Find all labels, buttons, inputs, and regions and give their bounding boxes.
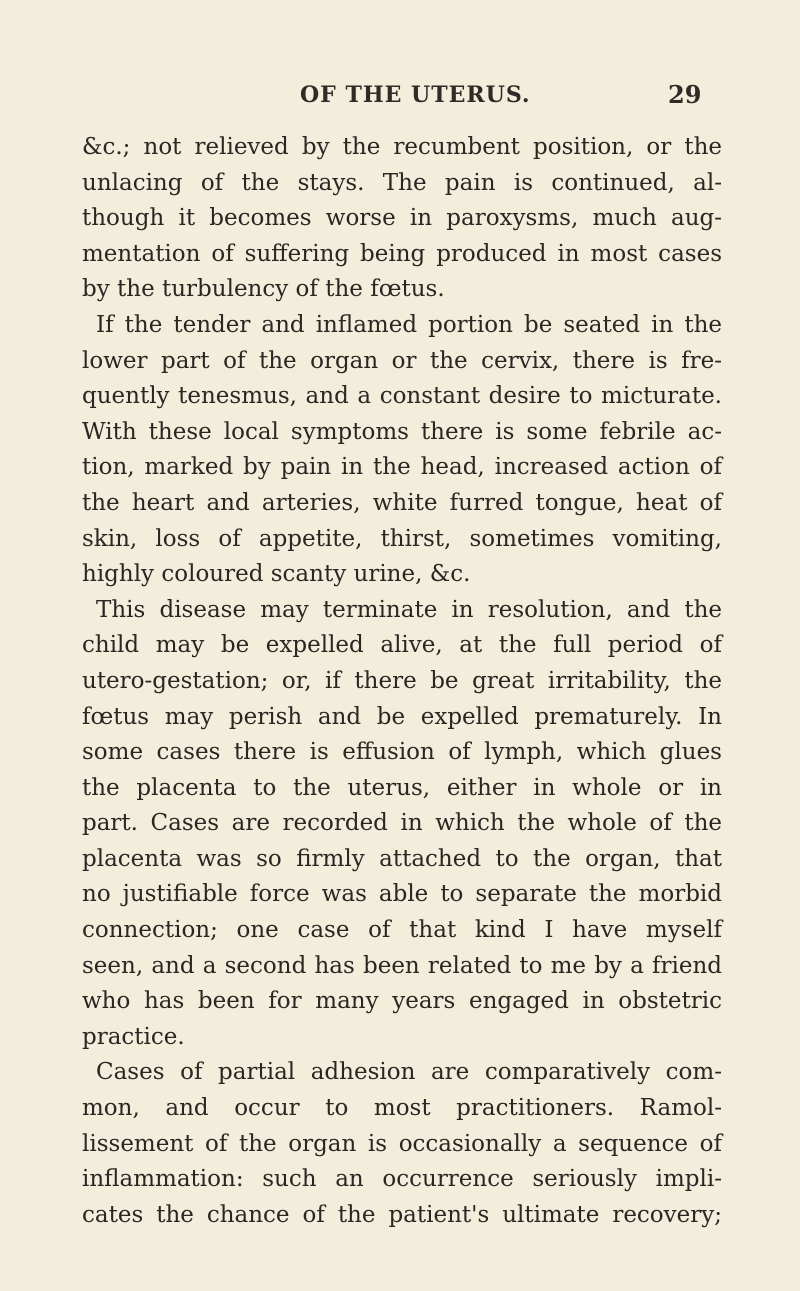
text-line: practice.	[82, 1023, 185, 1050]
page-number: 29	[668, 80, 702, 109]
text-line: tion, marked by pain in the head, increased action of	[82, 454, 722, 481]
text-line: child may be expelled alive, at the full period of	[82, 632, 722, 659]
text-line: though it becomes worse in paroxysms, much aug-	[82, 205, 722, 232]
text-line: mon, and occur to most practitioners. Ramol-	[82, 1095, 722, 1122]
text-line: This disease may terminate in resolution, and the	[96, 596, 722, 623]
text-line: the placenta to the uterus, either in whole or in	[82, 774, 722, 801]
text-line: mentation of suffering being produced in most cases	[82, 240, 722, 267]
text-line: cates the chance of the patient's ultimate recovery;	[82, 1201, 722, 1228]
body-text	[82, 130, 722, 1233]
text-line: unlacing of the stays. The pain is continued, al-	[82, 169, 722, 196]
text-line: seen, and a second has been related to me by a friend	[82, 952, 722, 979]
text-line: &c.; not relieved by the recumbent position, or the	[82, 134, 722, 160]
text-line: skin, loss of appetite, thirst, sometimes vomiting,	[82, 525, 722, 552]
text-line: the heart and arteries, white furred tongue, heat of	[82, 489, 722, 516]
text-line: placenta was so firmly attached to the organ, that	[82, 845, 722, 872]
text-line: part. Cases are recorded in which the whole of the	[82, 810, 722, 837]
text-line: lower part of the organ or the cervix, there is fre-	[82, 347, 722, 374]
text-line: quently tenesmus, and a constant desire to micturate.	[82, 383, 722, 410]
text-line: lissement of the organ is occasionally a sequence of	[82, 1130, 722, 1157]
text-line: some cases there is effusion of lymph, which glues	[82, 739, 722, 766]
text-line: who has been for many years engaged in obstetric	[82, 988, 722, 1015]
text-line: fœtus may perish and be expelled prematurely. In	[82, 703, 722, 730]
text-line: inflammation: such an occurrence seriously impli-	[82, 1166, 722, 1193]
text-line: utero-gestation; or, if there be great irritability, the	[82, 667, 722, 694]
text-line: With these local symptoms there is some febrile ac-	[82, 418, 722, 445]
text-line: connection; one case of that kind I have myself	[82, 917, 722, 944]
text-line: highly coloured scanty urine, &c.	[82, 561, 471, 588]
running-head: OF THE UTERUS.	[300, 82, 531, 108]
text-line: no justifiable force was able to separate the morbid	[82, 881, 722, 908]
text-line: If the tender and inflamed portion be seated in the	[96, 311, 722, 338]
text-line: Cases of partial adhesion are comparatively com-	[96, 1059, 722, 1086]
text-line: by the turbulency of the fœtus.	[82, 276, 445, 303]
